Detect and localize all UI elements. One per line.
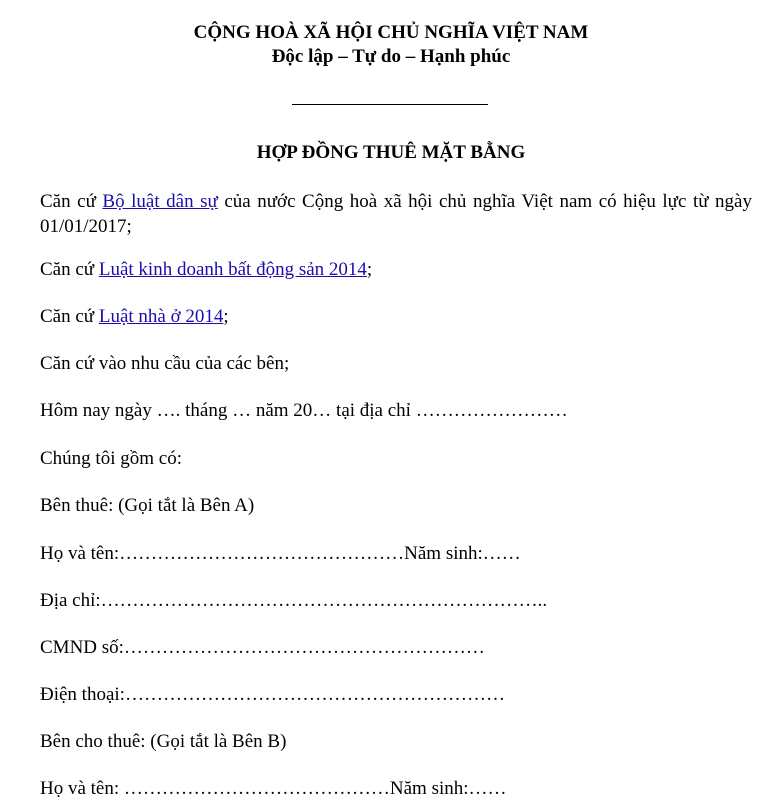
date-line: Hôm nay ngày …. tháng … năm 20… tại địa chỉ …………………… [40, 400, 568, 421]
real-estate-law-link[interactable]: Luật kinh doanh bất động sản 2014 [98, 259, 367, 280]
motto: Độc lập – Tự do – Hạnh phúc [271, 46, 511, 67]
national-title: CỘNG HOÀ XÃ HỘI CHỦ NGHĨA VIỆT NAM [193, 22, 589, 43]
basis-real-estate-law [40, 257, 372, 282]
basis-housing-law [40, 304, 229, 329]
basis-civil-code [40, 189, 752, 239]
document-title: HỢP ĐỒNG THUÊ MẶT BẰNG [256, 142, 526, 163]
basis-needs: Căn cứ vào nhu cầu của các bên; [40, 353, 290, 374]
header-divider [292, 104, 488, 105]
basis-housing-suffix: ; [223, 306, 229, 327]
party-a-address-line: Địa chỉ:…………………………………………………………….. [40, 590, 548, 611]
basis-real-estate-suffix: ; [366, 259, 373, 280]
party-a-heading: Bên thuê: (Gọi tắt là Bên A) [40, 495, 255, 516]
basis-real-estate-prefix: Căn cứ [40, 259, 99, 280]
basis-civil-code-prefix: Căn cứ [40, 191, 103, 212]
party-b-name-line: Họ và tên: ……………………………………Năm sinh:…… [40, 778, 507, 799]
party-b-heading: Bên cho thuê: (Gọi tắt là Bên B) [40, 731, 287, 752]
basis-housing-prefix: Căn cứ [40, 306, 99, 327]
party-a-id-line: CMND số:………………………………………………… [40, 637, 485, 658]
housing-law-link[interactable]: Luật nhà ở 2014 [98, 306, 224, 327]
party-a-name-line: Họ và tên:………………………………………Năm sinh:…… [40, 543, 521, 564]
civil-code-link[interactable]: Bộ luật dân sự [102, 191, 218, 212]
party-a-phone-line: Điện thoại:…………………………………………………… [40, 684, 505, 705]
parties-intro: Chúng tôi gồm có: [40, 448, 182, 469]
basis-civil-code-suffix: của nước Cộng hoà xã hội chủ nghĩa Việt nam có hiệu lực từ ngày 01/01/2017; [40, 191, 752, 237]
